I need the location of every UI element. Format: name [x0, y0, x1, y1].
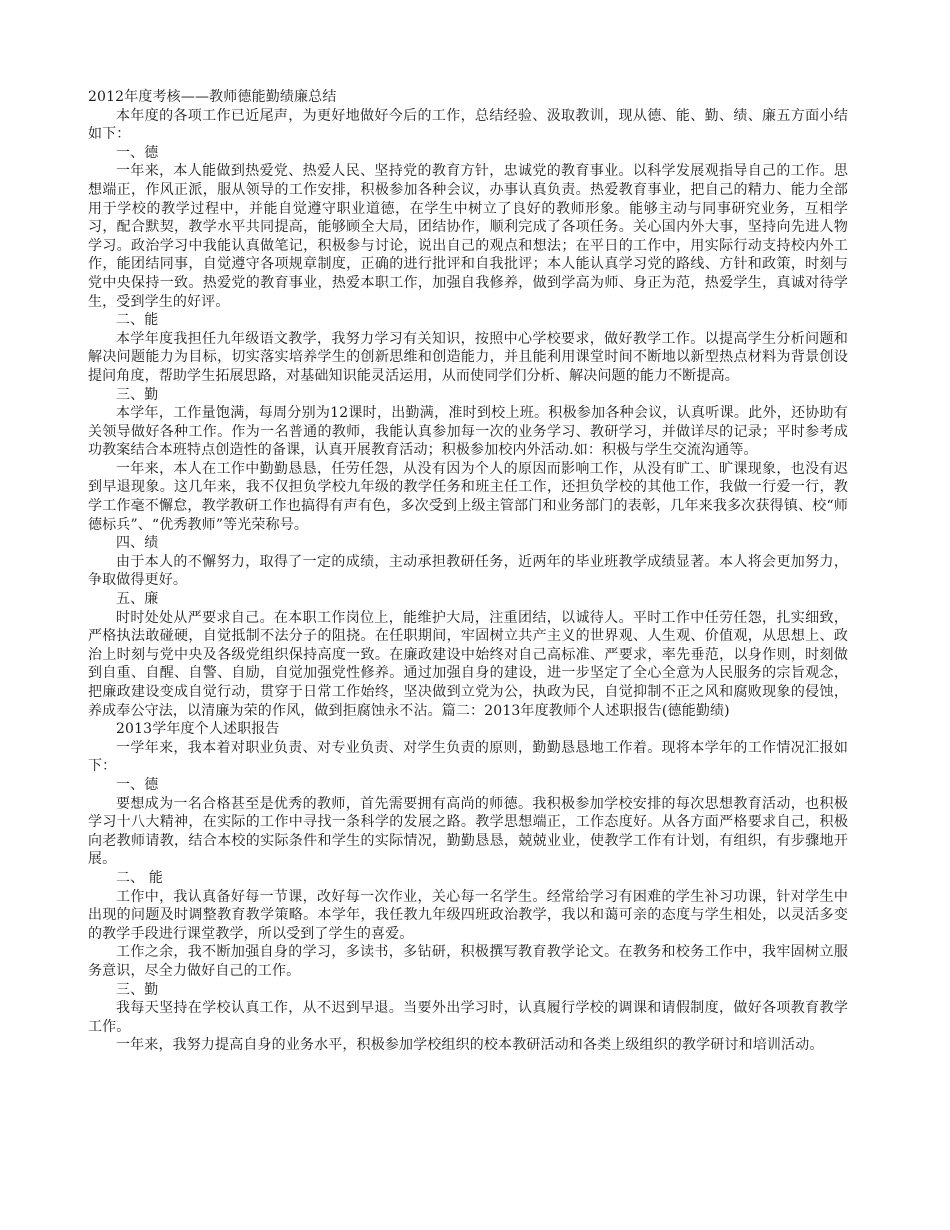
body-paragraph: 工作中，我认真备好每一节课，改好每一次作业，关心每一名学生。经常给学习有困难的学生补习功课，针对学生中出现的问题及时调整教育教学策略。本学年，我任教九年级四班政治教学，我以和蔼可亲的态度与学生相处，以灵活多变的教学手段进行课堂教学，所以受到了学生的喜爱。	[88, 888, 848, 942]
document-title: 2012年度考核——教师德能勤绩廉总结	[88, 89, 337, 105]
body-paragraph: 一学年来，我本着对职业负责、对专业负责、对学生负责的原则，勤勤恳恳地工作着。现将本学年的工作情况汇报如下：	[88, 739, 848, 775]
section-heading-qin: 三、勤	[116, 386, 159, 403]
section-heading-neng: 二、 能	[116, 869, 164, 886]
document-page	[88, 88, 848, 1055]
section-heading-de: 一、德	[116, 776, 159, 793]
report-title: 2013学年度个人述职报告	[116, 721, 280, 738]
body-paragraph: 要想成为一名合格甚至是优秀的教师，首先需要拥有高尚的师德。我积极参加学校安排的每次思想教育活动，也积极学习十八大精神，在实际的工作中寻找一条科学的发展之路。教学思想端正，工作态度好。从各方面严格要求自己，积极向老教师请教，结合本校的实际条件和学生的实际情况，勤勤恳恳，兢兢业业，使教学工作有计划，有组织，有步骤地开展。	[88, 795, 848, 868]
section-heading-de: 一、德	[116, 144, 159, 161]
body-paragraph: 我每天坚持在学校认真工作，从不迟到早退。当要外出学习时，认真履行学校的调课和请假制度，做好各项教育教学工作。	[88, 1000, 848, 1035]
body-paragraph: 由于本人的不懈努力，取得了一定的成绩，主动承担教研任务，近两年的毕业班教学成绩显著。本人将会更加努力，争取做得更好。	[88, 553, 848, 589]
body-paragraph: 一年来，本人在工作中勤勤恳恳，任劳任怨，从没有因为个人的原因而影响工作，从没有旷工、旷课现象，也没有迟到早退现象。这几年来，我不仅担负学校九年级的教学任务和班主任工作，还担负学校的其他工作，我做一行爱一行，教学工作毫不懈怠，教学教研工作也搞得有声有色，多次受到上级主管部门和业务部门的表彰，几年来我多次获得镇、校“师德标兵”、“优秀教师”等光荣称号。	[88, 460, 848, 533]
section-heading-lian: 五、廉	[116, 591, 159, 608]
section-heading-ji: 四、绩	[116, 535, 159, 552]
section-heading-neng: 二、能	[116, 312, 159, 329]
intro-paragraph: 本年度的各项工作已近尾声，为更好地做好今后的工作，总结经验、汲取教训，现从德、能、勤、绩、廉五方面小结如下：	[88, 107, 848, 143]
body-paragraph: 本学年，工作量饱满，每周分别为12课时，出勤满，准时到校上班。积极参加各种会议，认真听课。此外，还协助有关领导做好各种工作。作为一名普通的教师，我能认真参加每一次的业务学习、教研学习，并做详尽的记录；平时参考成功教案结合本班特点创造性的备课，认真开展教育活动；积极参加校内外活动.如：积极与学生交流沟通等。	[88, 405, 848, 459]
body-paragraph: 本学年度我担任九年级语文教学，我努力学习有关知识，按照中心学校要求，做好教学工作。以提高学生分析问题和解决问题能力为目标，切实落实培养学生的创新思维和创造能力，并且能利用课堂时间不断地以新型热点材料为背景创设提问角度，帮助学生拓展思路，对基础知识能灵活运用，从而使同学们分析、解决问题的能力不断提高。	[88, 330, 848, 384]
body-paragraph: 工作之余，我不断加强自身的学习，多读书，多钻研，积极撰写教育教学论文。在教务和校务工作中，我牢固树立服务意识，尽全力做好自己的工作。	[88, 944, 848, 979]
body-paragraph: 一年来，本人能做到热爱党、热爱人民、坚持党的教育方针，忠诚党的教育事业。以科学发展观指导自己的工作。思想端正，作风正派，服从领导的工作安排，积极参加各种会议，办事认真负责。热爱教育事业，把自己的精力、能力全部用于学校的教学过程中，并能自觉遵守职业道德，在学生中树立了良好的教师形象。能够主动与同事研究业务，互相学习，配合默契，教学水平共同提高，能够顾全大局，团结协作，顺利完成了各项任务。关心国内外大事，坚持向先进人物学习。政治学习中我能认真做笔记，积极参与讨论，说出自己的观点和想法；在平日的工作中，用实际行动支持校内外工作，能团结同事，自觉遵守各项规章制度，正确的进行批评和自我批评；本人能认真学习党的路线、方针和政策，时刻与党中央保持一致。热爱党的教育事业，热爱本职工作，加强自我修养，做到学高为师、身正为范，热爱学生，真诚对待学生，受到学生的好评。	[88, 163, 848, 310]
body-paragraph: 一年来，我努力提高自身的业务水平，积极参加学校组织的校本教研活动和各类上级组织的教学研讨和培训活动。	[116, 1037, 824, 1054]
body-paragraph: 时时处处从严要求自己。在本职工作岗位上，能维护大局，注重团结，以诚待人。平时工作中任劳任怨，扎实细致，严格执法敢碰硬，自觉抵制不法分子的阻挠。在任职期间，牢固树立共产主义的世界观、人生观、价值观，从思想上、政治上时刻与党中央及各级党组织保持高度一致。在廉政建设中始终对自己高标准、严要求，率先垂范，以身作则，时刻做到自重、自醒、自警、自励，自觉加强党性修养。通过加强自身的建设，进一步坚定了全心全意为人民服务的宗旨观念，把廉政建设变成自觉行动，贯穿于日常工作始终，坚决做到立党为公，执政为民，自觉抑制不正之风和腐败现象的侵蚀，养成奉公守法，以清廉为荣的作风，做到拒腐蚀永不沾。篇二：2013年度教师个人述职报告(德能勤绩)	[88, 609, 848, 719]
section-heading-qin: 三、勤	[116, 981, 159, 998]
